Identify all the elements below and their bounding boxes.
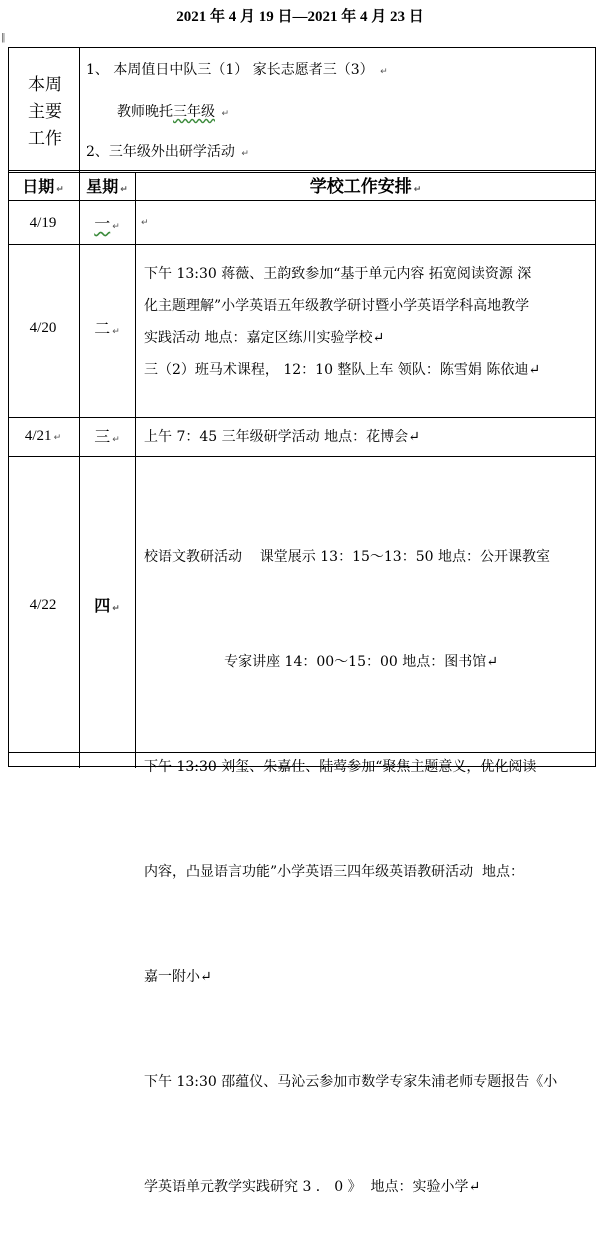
schedule-line: 内容，凸显语言功能”小学英语三四年级英语教研活动 地点： <box>144 864 525 880</box>
schedule-line: 下午 13:30 蒋薇、王韵致参加“基于单元内容 拓宽阅读资源 深 <box>144 266 532 282</box>
row-empty-mark: ↵ <box>141 218 149 228</box>
row-date-text: 4/21 <box>24 428 52 444</box>
row-weekday-text: 三 <box>94 427 111 446</box>
paragraph-mark: ↵ <box>112 435 120 445</box>
row-date <box>8 427 78 445</box>
weekly-task-item-1b-prefix: 教师晚托 <box>117 104 173 120</box>
schedule-line: 学英语单元教学实践研究 3 ． 0 》 地点：实验小学↵ <box>144 1179 481 1195</box>
row-schedule-text <box>144 428 592 446</box>
weekly-tasks-label-line-1: 本周 <box>28 75 62 95</box>
paragraph-mark: ↵ <box>380 67 388 77</box>
row-schedule-text <box>144 470 592 1240</box>
weekly-tasks-label-line-3: 工作 <box>28 129 62 149</box>
weekly-tasks-label <box>14 72 76 153</box>
weekly-task-item-1b <box>117 104 517 121</box>
schedule-line: 校语文教研活动 课堂展示 13：15～13：50 地点：公开课教室 <box>144 549 550 565</box>
row-schedule-text <box>144 258 592 386</box>
column-header-date <box>8 177 78 196</box>
weekly-tasks-label-line-2: 主要 <box>28 102 62 122</box>
paragraph-mark: ↵ <box>413 185 422 195</box>
schedule-line: 化主题理解”小学英语五年级教学研讨暨小学英语学科高地教学 <box>144 298 530 314</box>
schedule-line: 三（2）班马术课程， 12：10 整队上车 领队：陈雪娟 陈依迪↵ <box>144 362 541 378</box>
paragraph-mark: ↵ <box>112 604 120 614</box>
weekly-task-item-1-text: 1、 本周值日中队三（1） 家长志愿者三（3） <box>86 62 374 78</box>
schedule-line: 上午 7：45 三年级研学活动 地点：花博会↵ <box>144 429 420 445</box>
weekly-task-item-1 <box>86 62 586 79</box>
row-weekday <box>79 319 135 338</box>
paragraph-mark: ↵ <box>53 433 62 443</box>
row-weekday-text: 二 <box>94 319 111 338</box>
weekly-task-item-1b-squiggle: 三年级 <box>173 104 215 120</box>
row-weekday-text: 一 <box>94 214 111 233</box>
schedule-line: 嘉一附小↵ <box>144 969 212 985</box>
column-header-schedule-text: 学校工作安排 <box>309 177 412 197</box>
paragraph-mark: ↵ <box>221 109 229 119</box>
schedule-line: 实践活动 地点：嘉定区练川实验学校↵ <box>144 330 385 346</box>
weekly-task-item-2-text: 2、三年级外出研学活动 <box>86 144 235 160</box>
row-date: 4/22 <box>29 597 57 613</box>
row-weekday-text: 四 <box>94 596 111 615</box>
column-header-weekday <box>79 177 135 196</box>
schedule-line: 下午 13:30 邵蕴仪、马沁云参加市数学专家朱浦老师专题报告《小 <box>144 1074 558 1090</box>
paragraph-mark: ↵ <box>241 149 249 159</box>
paragraph-mark: ↵ <box>112 327 120 337</box>
schedule-line: 下午 13:30 刘玺、朱嘉仕、陆莺参加“聚焦主题意义，优化阅读 <box>144 759 537 775</box>
row-date: 4/20 <box>29 320 57 336</box>
row-date: 4/19 <box>29 215 57 231</box>
row-weekday <box>79 427 135 446</box>
page-title: 2021 年 4 月 19 日—2021 年 4 月 23 日 <box>176 9 424 25</box>
row-weekday <box>79 596 135 615</box>
column-header-date-text: 日期 <box>22 177 55 196</box>
schedule-line: 专家讲座 14：00～15：00 地点：图书馆↵ <box>144 654 498 670</box>
paragraph-mark: ↵ <box>112 222 120 232</box>
paragraph-mark: ↵ <box>56 185 64 195</box>
row-weekday <box>79 214 135 233</box>
column-header-weekday-text: 星期 <box>86 177 119 196</box>
weekly-task-item-2 <box>86 144 586 161</box>
paragraph-mark: ↵ <box>120 185 128 195</box>
page-marker: ‖ <box>1 33 6 43</box>
column-header-schedule <box>135 177 596 197</box>
